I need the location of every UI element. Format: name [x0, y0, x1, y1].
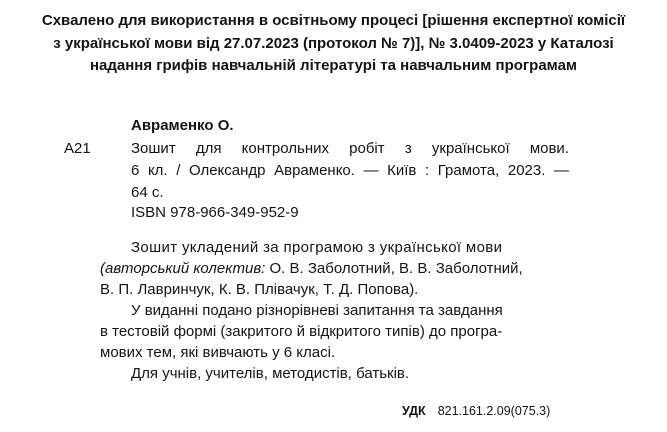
annotation-p3-line-1: Для учнів, учителів, методистів, батьків.	[131, 365, 410, 382]
approval-line-2: з української мови від 27.07.2023 (протокол № 7)], № 3.0409-2023 у Каталозі	[53, 34, 614, 52]
author-name: Авраменко О.	[131, 117, 234, 134]
description-line-1: Зошит для контрольних робіт з української мови.	[131, 140, 569, 157]
udc-classification	[402, 403, 550, 419]
annotation-p2-line-2: в тестовій формі (закритого й відкритого типів) до програ-	[100, 323, 503, 340]
udc-number: 821.161.2.09(075.3)	[437, 404, 551, 418]
authors-collective-label: (авторський колектив:	[100, 260, 266, 277]
authors-list: О. В. Заболотний, В. В. Заболотний,	[265, 260, 523, 277]
approval-line-1: Схвалено для використання в освітньому процесі [рішення експертної комісії	[41, 12, 626, 29]
annotation-p1-line-1: Зошит укладений за програмою з української мови	[131, 239, 503, 256]
annotation-p2-line-3: мових тем, які вивчають у 6 класі.	[100, 344, 336, 361]
isbn: ISBN 978-966-349-952-9	[131, 204, 299, 221]
approval-notice	[0, 10, 667, 78]
annotation-p1-line-2	[100, 259, 569, 279]
udc-label: УДК	[402, 404, 426, 418]
annotation-p2-line-1: У виданні подано різнорівневі запитання та завдання	[131, 302, 503, 319]
catalog-code: А21	[64, 140, 91, 157]
description-line-3: 64 с.	[131, 184, 164, 201]
approval-line-3: надання грифів навчальній літературі та навчальним програмам	[89, 57, 578, 74]
description-line-2: 6 кл. / Олександр Авраменко. — Київ : Грамота, 2023. —	[131, 162, 569, 179]
annotation-p1-line-3: В. П. Лавринчук, К. В. Плівачук, Т. Д. Попова).	[100, 281, 419, 298]
